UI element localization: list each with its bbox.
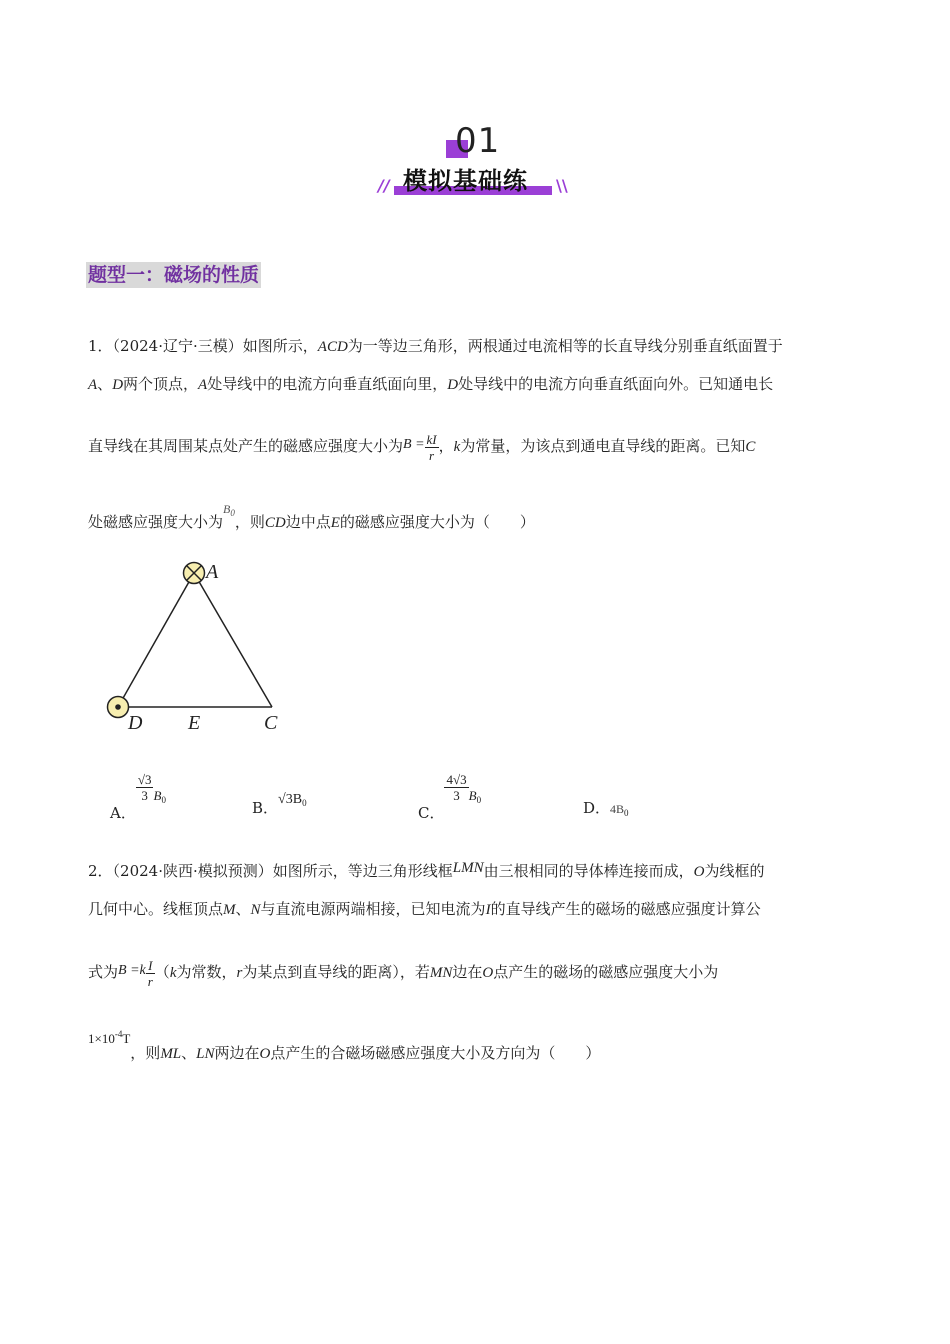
q1-var: C — [745, 439, 756, 455]
header-deco-right: \\ — [556, 176, 568, 195]
option-a-num: √3 — [137, 772, 152, 787]
q2-text: 为常数， — [176, 963, 237, 981]
option-c-den: 3 — [453, 788, 460, 803]
q2-text: 为线框的 — [704, 862, 765, 880]
header-title: 模拟基础练 — [403, 167, 528, 195]
q2-var: M — [223, 902, 236, 918]
option-a-sub: 0 — [161, 795, 166, 805]
triangle-side-AD — [118, 573, 194, 707]
q2-text: 由三根相同的导体棒连接而成， — [483, 862, 694, 880]
q2-var: O — [693, 864, 705, 880]
q2-text: 、 — [181, 1044, 197, 1062]
section-title: 题型一：磁场的性质 — [88, 264, 260, 286]
q1-var: A — [88, 377, 98, 393]
q1-var: k — [453, 439, 461, 455]
q1-var: D — [447, 377, 459, 393]
option-c[interactable] — [418, 772, 481, 820]
q1-text: 处导线中的电流方向垂直纸面向里， — [207, 375, 448, 393]
q2-var: MN — [429, 965, 453, 981]
label-E: E — [188, 712, 201, 734]
q2-var: LN — [196, 1046, 215, 1062]
option-d-sub: 0 — [624, 808, 629, 818]
q2-source: （2024·陕西·模拟预测） — [112, 862, 273, 880]
q1-text: 直导线在其周围某点处产生的磁感应强度大小为 — [88, 437, 404, 455]
q1-var: E — [330, 515, 340, 531]
q2-formula: B =k — [118, 963, 146, 978]
q1-b0 — [223, 502, 235, 516]
label-C: C — [264, 712, 278, 734]
q1-text: 、 — [97, 375, 113, 393]
q1-source: （2024·辽宁·三模） — [112, 337, 243, 355]
q1-line-4 — [88, 502, 535, 537]
option-d-text: 4B — [610, 802, 625, 816]
label-D: D — [128, 712, 143, 734]
wire-out-of-page-icon — [108, 697, 129, 718]
option-a[interactable] — [110, 772, 166, 820]
q1-text: 两个顶点， — [123, 375, 199, 393]
q2-value-exp: -4 — [114, 1029, 123, 1039]
q2-value-unit: T — [122, 1031, 131, 1046]
q1-var: CD — [264, 515, 286, 531]
q2-text: （ — [154, 963, 170, 981]
q2-text: 边在 — [452, 963, 483, 981]
q2-text: 点产生的合磁场磁感应强度大小及方向为（ ） — [270, 1044, 601, 1062]
q2-text: 如图所示，等边三角形线框 — [272, 862, 453, 880]
q2-var: I — [485, 902, 491, 918]
header-number: 01 — [455, 121, 501, 161]
q2-fraction — [146, 958, 155, 989]
q1-fraction-den: r — [429, 447, 435, 463]
q2-var: N — [250, 902, 261, 918]
q1-line-1 — [88, 336, 783, 357]
q2-text: 式为 — [88, 963, 119, 981]
label-A: A — [206, 561, 219, 583]
q2-var: r — [236, 965, 243, 981]
q2-text: 与直流电源两端相接，已知电流为 — [260, 900, 486, 918]
wire-into-page-icon — [184, 563, 205, 584]
q2-fraction-den: r — [147, 973, 153, 989]
q2-line-3 — [88, 951, 718, 993]
triangle-side-AC — [194, 573, 272, 707]
q1-text: 处磁感应强度大小为 — [88, 513, 224, 531]
q2-number: 2． — [88, 862, 113, 880]
option-c-B: B — [468, 788, 477, 803]
q2-text: 、 — [235, 900, 251, 918]
q2-var: O — [482, 965, 494, 981]
q1-fraction-num: kI — [426, 431, 437, 447]
q1-var: D — [112, 377, 124, 393]
option-a-B: B — [153, 788, 162, 803]
q1-triangle-figure — [96, 555, 296, 740]
option-a-fraction — [136, 772, 154, 803]
q1-b0-sub: 0 — [230, 508, 235, 518]
q1-line-3 — [88, 425, 755, 467]
q1-text: 为一等边三角形，两根通过电流相等的长直导线分别垂直纸面置于 — [347, 337, 783, 355]
q2-fraction-num: I — [146, 958, 155, 974]
q2-text: 为某点到直导线的距离），若 — [242, 963, 430, 981]
option-c-num: 4√3 — [446, 772, 467, 787]
header-deco-left: // — [378, 176, 390, 195]
option-a-den: 3 — [141, 788, 148, 803]
q1-text: 处导线中的电流方向垂直纸面向外。已知通电长 — [458, 375, 774, 393]
q2-text: 两边在 — [214, 1044, 260, 1062]
q1-text: 的磁感应强度大小为（ ） — [339, 513, 535, 531]
q2-value — [88, 1031, 130, 1046]
q2-text: ，则 — [130, 1044, 161, 1062]
q1-text: ， — [438, 437, 454, 455]
option-d[interactable] — [583, 798, 629, 823]
option-d-label: D． — [583, 799, 611, 817]
option-a-label: A． — [110, 804, 136, 822]
q1-formula: B = — [403, 437, 425, 452]
option-b-sub: 0 — [302, 798, 307, 808]
q2-var: LMN — [452, 860, 484, 876]
q2-line-1 — [88, 861, 765, 882]
q2-var: ML — [160, 1046, 182, 1062]
option-c-label: C． — [418, 804, 445, 822]
q1-text: 如图所示， — [242, 337, 318, 355]
q2-text: 几何中心。线框顶点 — [88, 900, 224, 918]
q1-line-2 — [88, 374, 773, 395]
q1-text: 边中点 — [285, 513, 331, 531]
option-b[interactable] — [252, 788, 307, 817]
q2-text: 点产生的磁场的磁感应强度大小为 — [493, 963, 719, 981]
q1-number: 1． — [88, 337, 113, 355]
q1-b0-B: B — [223, 502, 231, 516]
q1-text: ，则 — [234, 513, 265, 531]
q2-text: 的直导线产生的磁场的磁感应强度计算公 — [490, 900, 761, 918]
q1-text: 为常量，为该点到通电直导线的距离。已知 — [460, 437, 746, 455]
q2-var: k — [169, 965, 177, 981]
q1-var: ACD — [317, 339, 348, 355]
option-b-label: B． — [252, 799, 279, 817]
option-c-sub: 0 — [476, 795, 482, 805]
option-c-fraction — [444, 772, 468, 803]
q1-var: A — [198, 377, 208, 393]
q1-fraction — [425, 432, 439, 463]
q2-var: O — [259, 1046, 271, 1062]
q2-line-2 — [88, 899, 761, 920]
option-b-text: √3B — [278, 792, 303, 807]
q2-value-mantissa: 1×10 — [88, 1031, 115, 1046]
